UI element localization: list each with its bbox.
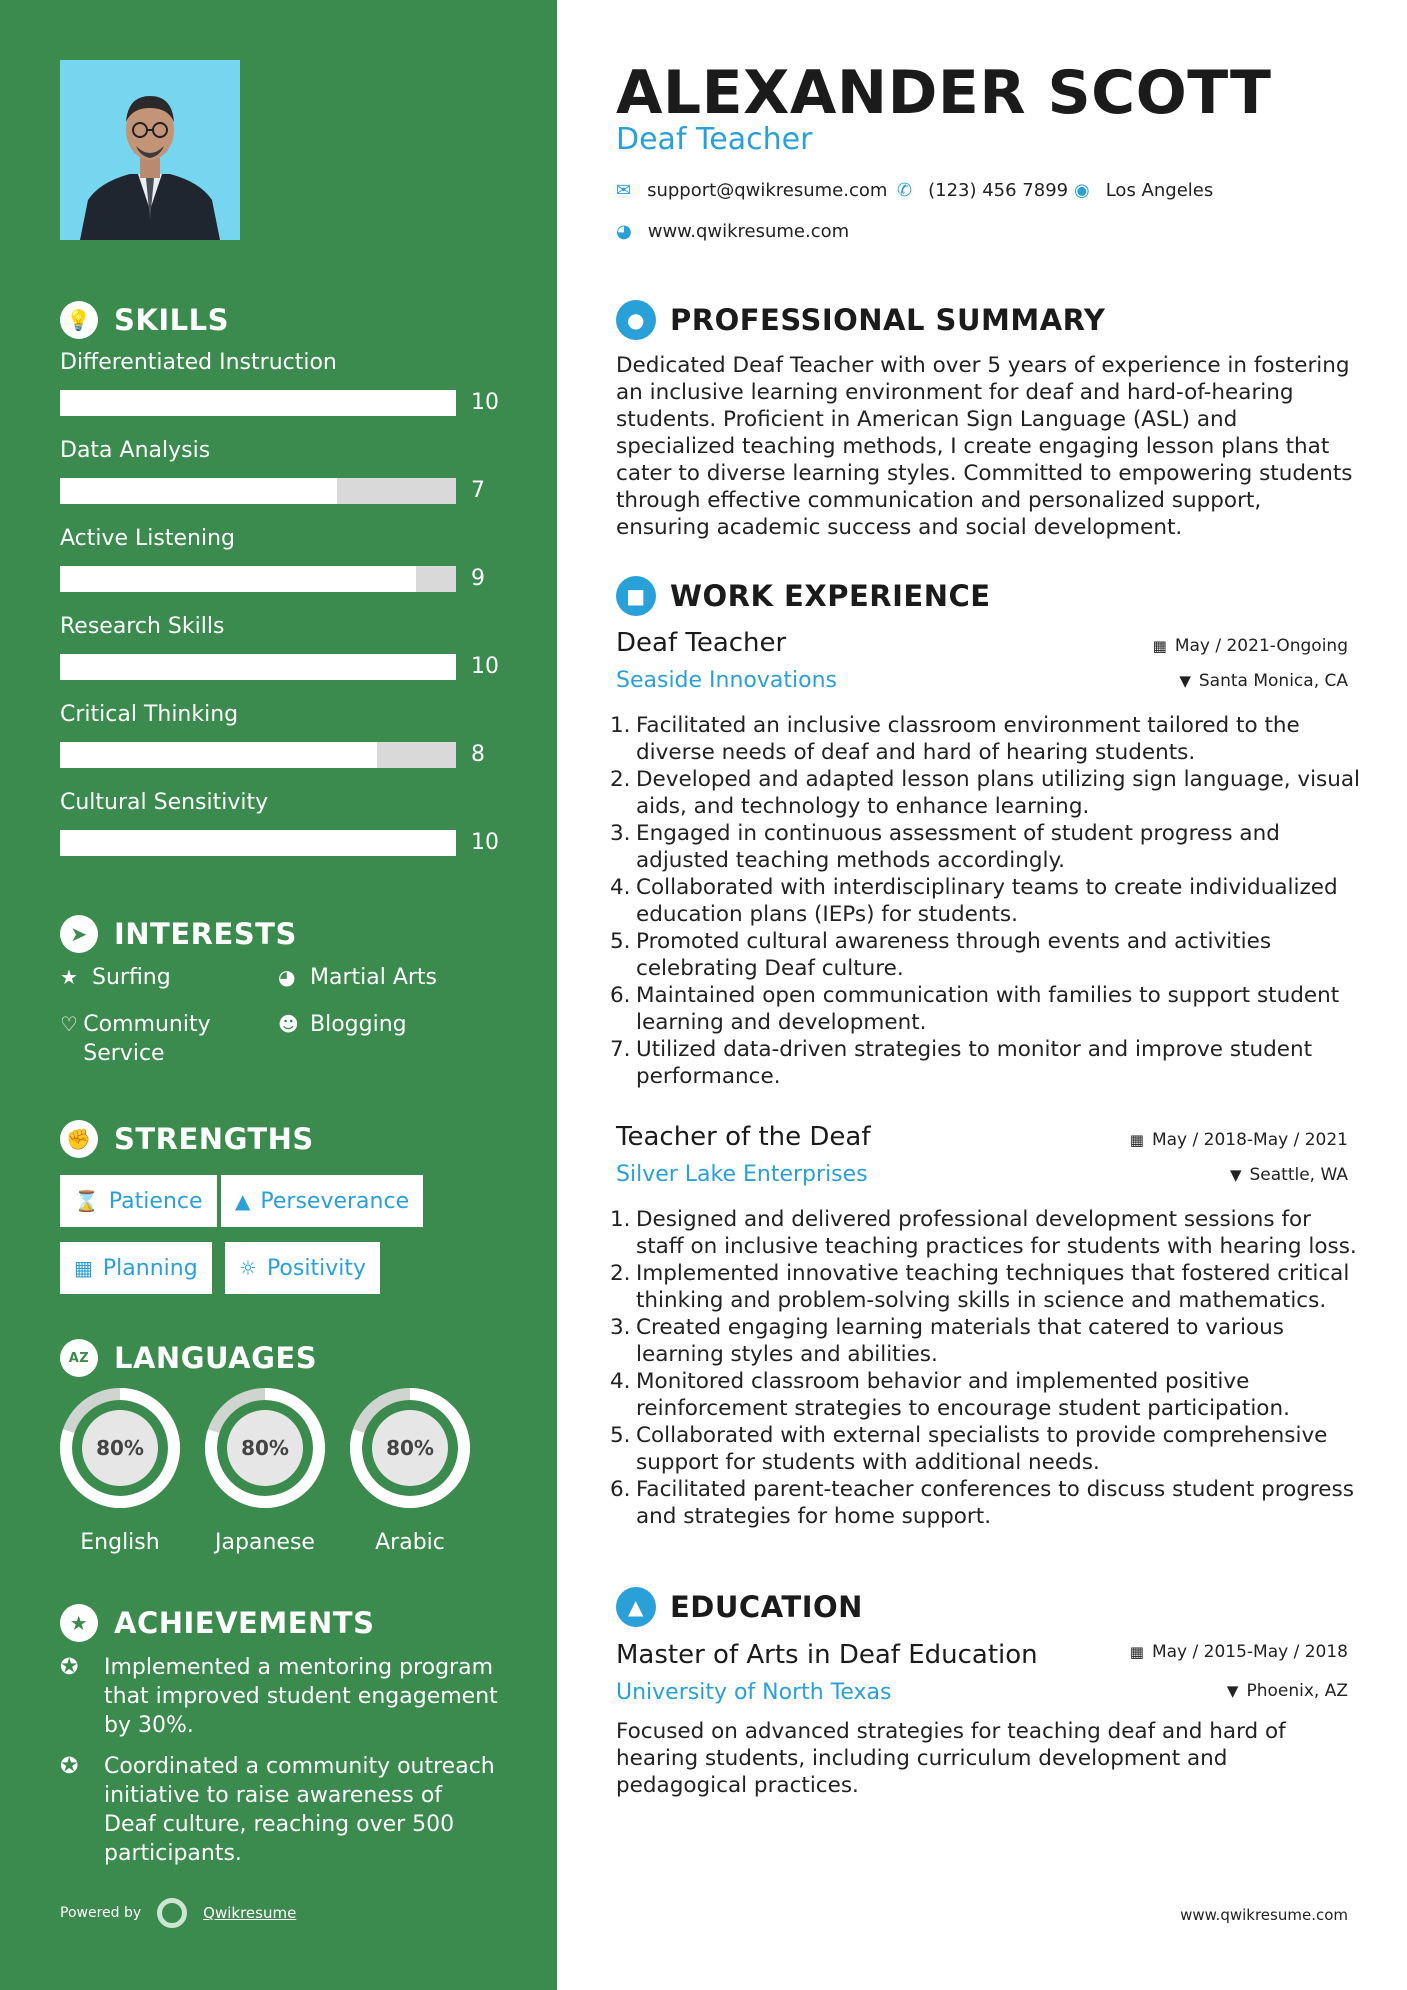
- calendar-icon: ▦: [1129, 1643, 1144, 1661]
- skill-bar: [60, 654, 456, 680]
- skill-value: 9: [471, 566, 485, 591]
- calendar-icon: ▦: [74, 1256, 93, 1280]
- interest-item: ★ Surfing: [60, 965, 171, 990]
- qwikresume-link[interactable]: Qwikresume: [203, 1904, 297, 1922]
- interest-item: ◕ Martial Arts: [278, 965, 438, 990]
- skill-bar: [60, 566, 456, 592]
- contact-phone[interactable]: ✆ (123) 456 7899: [897, 180, 1069, 201]
- language-ring: [58, 1386, 182, 1510]
- job-location: ▼ Seattle, WA: [1229, 1165, 1348, 1185]
- degree-title: Master of Arts in Deaf Education: [616, 1640, 1038, 1670]
- skills-heading: 💡 SKILLS: [60, 301, 229, 339]
- job-title: Deaf Teacher: [616, 628, 787, 658]
- strength-badge: ☼ Positivity: [225, 1242, 380, 1294]
- skill-bar-fill: [60, 478, 337, 504]
- list-item: [610, 982, 1362, 1036]
- list-item: [610, 928, 1362, 982]
- interest-item: ♡ Community Service: [60, 1012, 211, 1066]
- education-heading: ▲ EDUCATION: [616, 1587, 863, 1627]
- pin-icon: ▼: [1226, 1682, 1239, 1700]
- skill-bar: [60, 742, 456, 768]
- hourglass-icon: ⌛: [74, 1189, 99, 1213]
- list-item: [610, 1314, 1362, 1368]
- pin-icon: ▼: [1179, 672, 1191, 690]
- language-ring: [348, 1386, 472, 1510]
- list-number: 1.: [610, 1207, 631, 1232]
- candidate-name: ALEXANDER SCOTT: [616, 58, 1272, 128]
- list-text: Collaborated with interdisciplinary teams to create individualized education plans (IEPs) for students.: [636, 875, 1338, 927]
- list-number: 4.: [610, 1369, 631, 1394]
- job-location: ▼ Santa Monica, CA: [1179, 671, 1348, 691]
- list-text: Utilized data-driven strategies to monitor and improve student performance.: [636, 1037, 1313, 1089]
- language-icon: AZ: [60, 1339, 98, 1377]
- phone-icon: ✆: [897, 180, 913, 201]
- star-circle-icon: ★: [60, 1604, 98, 1642]
- qwikresume-logo-icon: [157, 1898, 187, 1928]
- map-pin-icon: ◉: [1074, 180, 1090, 201]
- job-title: Teacher of the Deaf: [616, 1122, 871, 1152]
- list-item: [610, 874, 1362, 928]
- list-item: [610, 1260, 1362, 1314]
- trophy-star-icon: ✪: [60, 1655, 79, 1680]
- skill-bar-fill: [60, 742, 377, 768]
- job-bullets: [610, 1206, 1362, 1530]
- list-text: Collaborated with external specialists to provide comprehensive support for students with additional needs.: [636, 1423, 1328, 1475]
- language-item: [58, 1386, 182, 1555]
- skill-bar-fill: [60, 830, 456, 856]
- strengths-heading: ✊ STRENGTHS: [60, 1120, 314, 1158]
- experience-heading: ■ WORK EXPERIENCE: [616, 576, 991, 616]
- user-icon: ●: [616, 300, 656, 340]
- job-bullets: [610, 712, 1362, 1090]
- globe-icon: ◕: [616, 221, 632, 242]
- list-number: 6.: [610, 1477, 631, 1502]
- strength-badge: ⌛ Patience: [60, 1175, 217, 1227]
- list-text: Facilitated an inclusive classroom environment tailored to the diverse needs of deaf and hard of hearing students.: [636, 713, 1300, 765]
- list-text: Promoted cultural awareness through events and activities celebrating Deaf culture.: [636, 929, 1272, 981]
- list-text: Developed and adapted lesson plans utilizing sign language, visual aids, and technology to enhance learning.: [636, 767, 1361, 819]
- language-percent: 80%: [386, 1436, 434, 1460]
- language-name: English: [80, 1530, 160, 1555]
- summary-heading: ● PROFESSIONAL SUMMARY: [616, 300, 1105, 340]
- job-company: Seaside Innovations: [616, 668, 837, 693]
- school-name: University of North Texas: [616, 1680, 892, 1705]
- globe-icon: ◕: [278, 965, 296, 989]
- education-date: ▦ May / 2015-May / 2018: [1129, 1642, 1348, 1662]
- list-text: Designed and delivered professional development sessions for staff on inclusive teaching practices for students with hearing loss.: [636, 1207, 1357, 1259]
- list-number: 5.: [610, 1423, 631, 1448]
- skill-bar-fill: [60, 566, 416, 592]
- achievement-item: ✪ Implemented a mentoring program that improved student engagement by 30%.: [60, 1655, 498, 1738]
- contact-location: ◉ Los Angeles: [1074, 180, 1214, 201]
- profile-photo: [60, 60, 240, 240]
- graduation-icon: ▲: [616, 1587, 656, 1627]
- list-item: [610, 1368, 1362, 1422]
- list-item: [610, 1036, 1362, 1090]
- job-company: Silver Lake Enterprises: [616, 1162, 868, 1187]
- list-text: Monitored classroom behavior and implemented positive reinforcement strategies to encourage student participation.: [636, 1369, 1290, 1421]
- skill-name: Differentiated Instruction: [60, 350, 337, 375]
- skill-name: Critical Thinking: [60, 702, 239, 727]
- languages-heading: AZ LANGUAGES: [60, 1339, 317, 1377]
- skill-value: 8: [471, 742, 485, 767]
- language-name: Arabic: [375, 1530, 445, 1555]
- job-date: ▦ May / 2021-Ongoing: [1152, 636, 1348, 656]
- list-text: Implemented innovative teaching techniques that fostered critical thinking and problem-solving skills in science and mathematics.: [636, 1261, 1350, 1313]
- pin-icon: ▼: [1229, 1166, 1242, 1184]
- language-name: Japanese: [215, 1530, 315, 1555]
- achievement-item: ✪ Coordinated a community outreach initiative to raise awareness of Deaf culture, reaching over 500 participants.: [60, 1754, 495, 1866]
- list-text: Facilitated parent-teacher conferences to discuss student progress and strategies for home support.: [636, 1477, 1354, 1529]
- list-item: [610, 1206, 1362, 1260]
- skill-name: Research Skills: [60, 614, 225, 639]
- strength-badge: ▦ Planning: [60, 1242, 212, 1294]
- list-number: 3.: [610, 1315, 631, 1340]
- skill-bar-fill: [60, 654, 456, 680]
- envelope-icon: ✉: [616, 180, 632, 201]
- job-date: ▦ May / 2018-May / 2021: [1129, 1130, 1348, 1150]
- calendar-icon: ▦: [1129, 1131, 1144, 1149]
- contact-email[interactable]: ✉ support@qwikresume.com: [616, 180, 888, 201]
- fist-icon: ✊: [60, 1120, 98, 1158]
- skill-value: 7: [471, 478, 485, 503]
- interests-heading: ➤ INTERESTS: [60, 915, 297, 953]
- skill-bar: [60, 830, 456, 856]
- candidate-role: Deaf Teacher: [616, 122, 813, 157]
- skill-bar-fill: [60, 390, 456, 416]
- users-icon: ☻: [278, 1012, 299, 1036]
- strength-badge: ▲ Perseverance: [221, 1175, 423, 1227]
- education-location: ▼ Phoenix, AZ: [1226, 1681, 1348, 1701]
- language-item: [348, 1386, 472, 1555]
- list-number: 3.: [610, 821, 631, 846]
- skill-bar: [60, 390, 456, 416]
- list-item: [610, 766, 1362, 820]
- star-icon: ★: [60, 965, 78, 989]
- achievements-heading: ★ ACHIEVEMENTS: [60, 1604, 374, 1642]
- skill-name: Data Analysis: [60, 438, 211, 463]
- skill-bar: [60, 478, 456, 504]
- list-text: Maintained open communication with families to support student learning and development.: [636, 983, 1340, 1035]
- circle-notch-icon: ☼: [239, 1256, 257, 1280]
- paper-plane-icon: ➤: [60, 915, 98, 953]
- footer-url[interactable]: www.qwikresume.com: [1180, 1906, 1348, 1924]
- skill-name: Active Listening: [60, 526, 236, 551]
- list-text: Created engaging learning materials that catered to various learning styles and abilities.: [636, 1315, 1284, 1367]
- list-item: [610, 820, 1362, 874]
- contact-website[interactable]: ◕ www.qwikresume.com: [616, 221, 850, 242]
- language-ring: [203, 1386, 327, 1510]
- list-item: [610, 712, 1362, 766]
- language-percent: 80%: [241, 1436, 289, 1460]
- sidebar: [0, 0, 557, 1990]
- language-percent: 80%: [96, 1436, 144, 1460]
- calendar-icon: ▦: [1152, 637, 1167, 655]
- list-item: [610, 1476, 1362, 1530]
- powered-by: Powered by Qwikresume: [60, 1898, 296, 1928]
- list-number: 1.: [610, 713, 631, 738]
- skill-value: 10: [471, 390, 499, 415]
- interest-item: ☻ Blogging: [278, 1012, 407, 1037]
- list-number: 6.: [610, 983, 631, 1008]
- briefcase-icon: ■: [616, 576, 656, 616]
- list-item: [610, 1422, 1362, 1476]
- list-number: 2.: [610, 1261, 631, 1286]
- language-item: [203, 1386, 327, 1555]
- skill-name: Cultural Sensitivity: [60, 790, 269, 815]
- summary-text: Dedicated Deaf Teacher with over 5 years of experience in fostering an inclusive learning environment for deaf and hard-of-hearing students. Proficient in American Sign Language (ASL) and specialized teaching methods, I create engaging lesson plans that cater to diverse learning styles. Committed to empowering students through effective communication and personalized support, ensuring academic success and social development.: [616, 353, 1353, 540]
- list-number: 7.: [610, 1037, 631, 1062]
- trophy-star-icon: ✪: [60, 1754, 79, 1779]
- list-number: 5.: [610, 929, 631, 954]
- hand-icon: ♡: [60, 1012, 78, 1036]
- education-text: Focused on advanced strategies for teaching deaf and hard of hearing students, including curriculum development and pedagogical practices.: [616, 1719, 1286, 1798]
- skill-value: 10: [471, 830, 499, 855]
- list-text: Engaged in continuous assessment of student progress and adjusted teaching methods accordingly.: [636, 821, 1280, 873]
- list-number: 2.: [610, 767, 631, 792]
- skill-value: 10: [471, 654, 499, 679]
- list-number: 4.: [610, 875, 631, 900]
- lightbulb-icon: 💡: [60, 301, 98, 339]
- road-icon: ▲: [235, 1189, 251, 1213]
